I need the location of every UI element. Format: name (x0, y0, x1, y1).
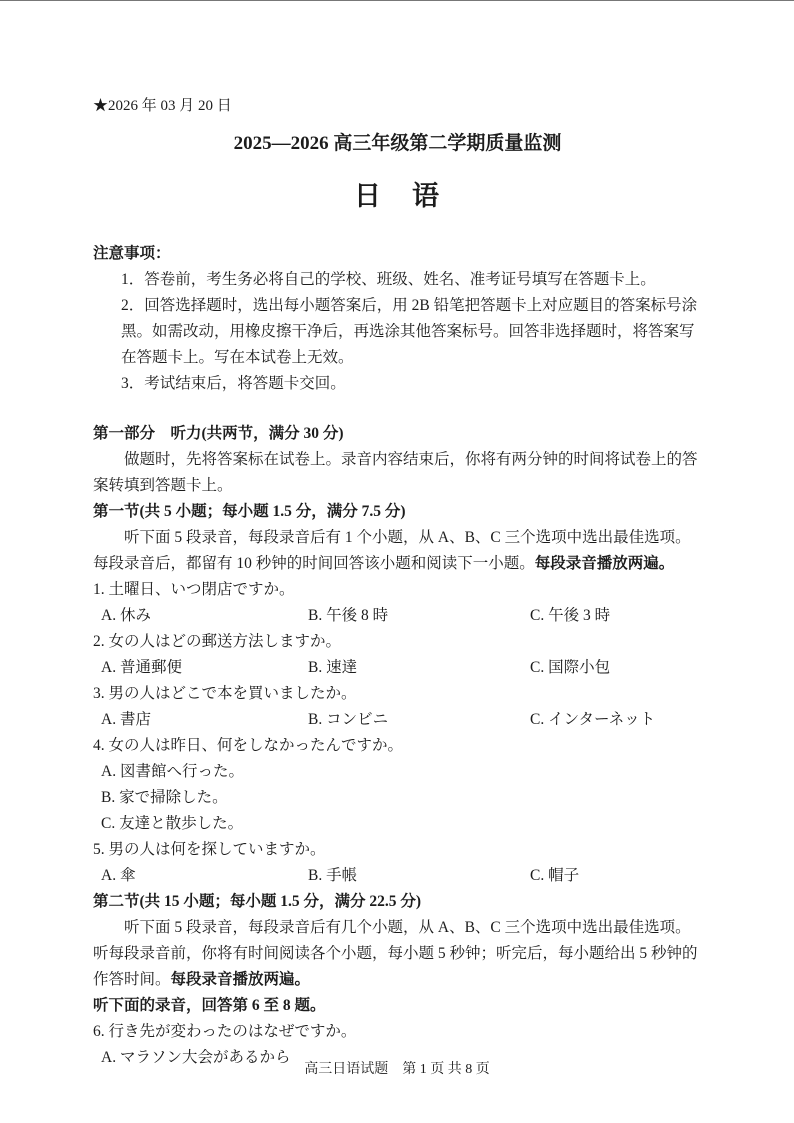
question-6-option-a: A. マラソン大会があるから (101, 1049, 291, 1066)
question-3-options (93, 707, 702, 733)
exam-title: 2025—2026 高三年级第二学期质量监测 (233, 133, 562, 154)
page-footer: 高三日语试题 第 1 页 共 8 页 (304, 1062, 490, 1077)
question-3-option-b: B. コンビニ (308, 711, 389, 728)
notice-item-3: 3．考试结束后，将答题卡交回。 (121, 375, 346, 392)
question-3-option-a: A. 書店 (101, 711, 151, 728)
question-3-text: 3. 男の人はどこで本を買いましたか。 (93, 685, 357, 702)
question-2-options (93, 655, 702, 681)
part1-intro: 做题时，先将答案标在试卷上。录音内容结束后，你将有两分钟的时间将试卷上的答案转填到答题卡上。 (93, 451, 698, 494)
section1-heading: 第一节(共 5 小题；每小题 1.5 分，满分 7.5 分) (93, 503, 406, 520)
notice-items (93, 267, 702, 397)
section1-instructions-text: 听下面 5 段录音，每段录音后有 1 个小题，从 A、B、C 三个选项中选出最佳选项。每段录音后，都留有 10 秒钟的时间回答该小题和阅读下一小题。 (93, 529, 691, 572)
question-2 (93, 629, 702, 681)
question-3-option-c: C. インターネット (530, 711, 656, 728)
question-4-text: 4. 女の人は昨日、何をしなかったんですか。 (93, 737, 404, 754)
question-4 (93, 733, 702, 837)
question-4-option-c: C. 友達と散歩した。 (101, 815, 244, 832)
question-5 (93, 837, 702, 889)
question-5-option-c: C. 帽子 (530, 867, 580, 884)
part1-heading: 第一部分 听力(共两节，满分 30 分) (93, 425, 344, 442)
question-4-option-a: A. 図書館へ行った。 (101, 763, 244, 780)
question-1 (93, 577, 702, 629)
notice-heading: 注意事项： (93, 245, 171, 262)
question-1-option-c: C. 午後 3 時 (530, 607, 611, 624)
subject-title: 日 语 (354, 181, 441, 211)
section2-instructions-bold: 每段录音播放两遍。 (170, 971, 311, 988)
question-1-option-a: A. 休み (101, 607, 151, 624)
question-2-option-b: B. 速達 (308, 659, 358, 676)
question-2-option-a: A. 普通郵便 (101, 659, 182, 676)
question-1-text: 1. 土曜日、いつ閉店ですか。 (93, 581, 295, 598)
question-4-option-b: B. 家で掃除した。 (101, 789, 228, 806)
question-5-options (93, 863, 702, 889)
question-5-option-b: B. 手帳 (308, 867, 358, 884)
section2-instructions (93, 915, 702, 993)
listening-part (93, 421, 702, 1071)
question-2-text: 2. 女の人はどの郵送方法しますか。 (93, 633, 342, 650)
question-3 (93, 681, 702, 733)
notice-item-1: 1．答卷前，考生务必将自己的学校、班级、姓名、准考证号填写在答题卡上。 (121, 271, 656, 288)
question-5-text: 5. 男の人は何を探していますか。 (93, 841, 326, 858)
section1-instructions-bold: 每段录音播放两遍。 (534, 555, 675, 572)
section2-instructions-text: 听下面 5 段录音，每段录音后有几个小题，从 A、B、C 三个选项中选出最佳选项。听每段录音前，你将有时间阅读各个小题，每小题 5 秒钟；听完后，每小题给出 5 秒钟的作答时间。 (93, 919, 698, 988)
notice-section (93, 241, 702, 397)
question-6-text: 6. 行き先が変わったのはなぜですか。 (93, 1023, 357, 1040)
question-5-option-a: A. 傘 (101, 867, 136, 884)
question-1-options (93, 603, 702, 629)
section2-heading: 第二节(共 15 小题；每小题 1.5 分，满分 22.5 分) (93, 893, 422, 910)
notice-item-2: 2．回答选择题时，选出每小题答案后，用 2B 铅笔把答题卡上对应题目的答案标号涂黑。如需改动，用橡皮擦干净后，再选涂其他答案标号。回答非选择题时，将答案写在答题卡上。写在本试卷上无效。 (121, 297, 698, 366)
section1-instructions (93, 525, 702, 577)
question-4-options (93, 759, 702, 837)
question-1-option-b: B. 午後 8 時 (308, 607, 389, 624)
date-line: ★2026 年 03 月 20 日 (93, 98, 232, 114)
question-2-option-c: C. 国際小包 (530, 659, 611, 676)
section2-lead: 听下面的录音，回答第 6 至 8 题。 (93, 997, 326, 1014)
